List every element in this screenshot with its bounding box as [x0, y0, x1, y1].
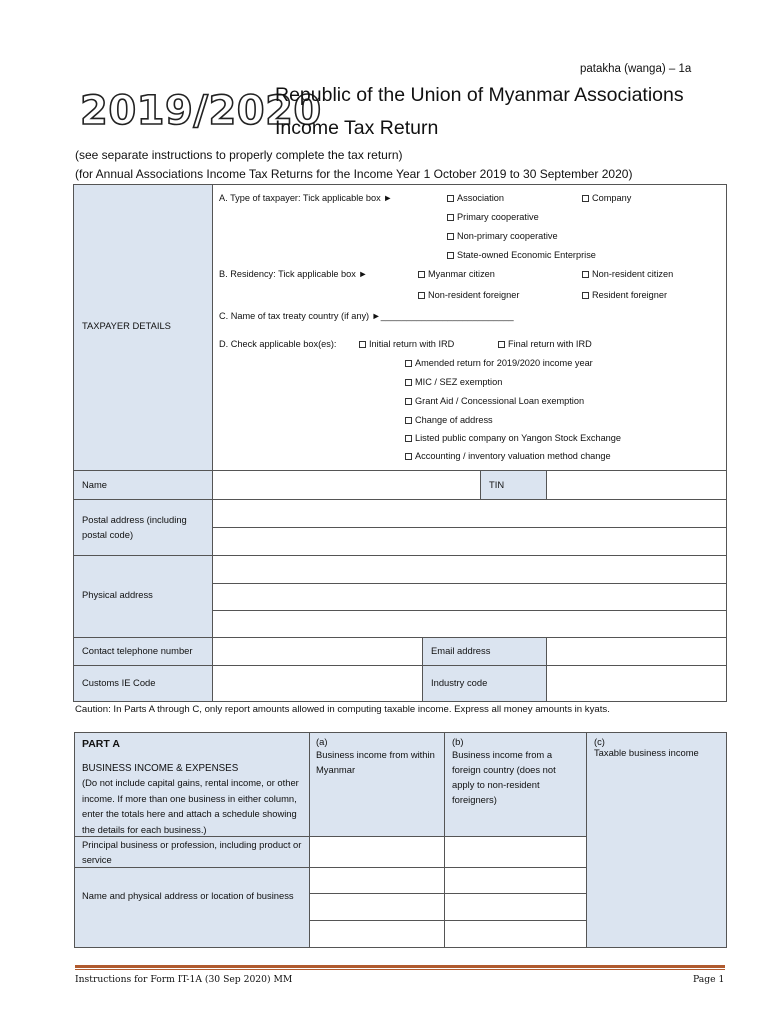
- checkbox-icon: [447, 214, 454, 221]
- checkbox-icon: [405, 435, 412, 442]
- business-address-col-b-line-2[interactable]: [444, 893, 587, 921]
- physical-address-line-3[interactable]: [212, 610, 727, 638]
- option-label: Non-primary cooperative: [457, 231, 558, 241]
- option-label: Non-resident foreigner: [428, 290, 520, 300]
- option-label: Accounting / inventory valuation method change: [415, 451, 611, 461]
- checkbox-icon: [405, 417, 412, 424]
- checkbox-icon: [418, 292, 425, 299]
- part-a-title: PART A: [82, 738, 120, 750]
- option-label: Primary cooperative: [457, 212, 539, 222]
- option-label: Association: [457, 193, 504, 203]
- checkbox-state-owned-enterprise[interactable]: [447, 250, 596, 260]
- postal-address-line-1[interactable]: [212, 499, 727, 528]
- checkbox-icon: [447, 195, 454, 202]
- tax-treaty-country-label[interactable]: C. Name of tax treaty country (if any) ►__________________________: [219, 311, 514, 321]
- option-label: Final return with IRD: [508, 339, 592, 349]
- email-field[interactable]: [546, 637, 727, 666]
- footer-rule: [75, 965, 725, 968]
- checkbox-non-primary-cooperative[interactable]: [447, 231, 558, 241]
- option-label: Change of address: [415, 415, 493, 425]
- instructions-note: (see separate instructions to properly complete the tax return): [75, 148, 403, 162]
- checkbox-myanmar-citizen[interactable]: [418, 269, 495, 279]
- checkbox-non-resident-foreigner[interactable]: [418, 290, 519, 300]
- business-address-label: Name and physical address or location of business: [82, 890, 294, 901]
- option-label: Resident foreigner: [592, 290, 668, 300]
- industry-label: Industry code: [431, 677, 488, 688]
- checkbox-mic-sez-exemption[interactable]: [405, 377, 502, 387]
- checkbox-icon: [405, 379, 412, 386]
- option-label: Initial return with IRD: [369, 339, 455, 349]
- option-label: Amended return for 2019/2020 income year: [415, 358, 593, 368]
- business-address-col-a-line-3[interactable]: [309, 920, 445, 948]
- option-label: MIC / SEZ exemption: [415, 377, 503, 387]
- checkbox-icon: [582, 271, 589, 278]
- postal-address-label: Postal address (including postal code): [82, 514, 187, 540]
- option-label: Myanmar citizen: [428, 269, 495, 279]
- form-title-line2: Income Tax Return: [275, 117, 439, 139]
- business-address-col-a-line-2[interactable]: [309, 893, 445, 921]
- customs-field[interactable]: [212, 665, 423, 702]
- checkbox-icon: [418, 271, 425, 278]
- option-label: Non-resident citizen: [592, 269, 674, 279]
- option-label: Listed public company on Yangon Stock Exchange: [415, 433, 622, 443]
- checkbox-resident-foreigner[interactable]: [582, 290, 667, 300]
- year-heading: 2019/2020: [80, 88, 322, 134]
- checkbox-listed-public-company[interactable]: [405, 433, 621, 443]
- checkbox-accounting-method-change[interactable]: [405, 451, 611, 461]
- checkbox-icon: [405, 360, 412, 367]
- column-c-header: [586, 732, 727, 948]
- checkbox-icon: [405, 453, 412, 460]
- checkbox-icon: [582, 195, 589, 202]
- checkbox-change-of-address[interactable]: [405, 415, 493, 425]
- business-address-col-b-line-3[interactable]: [444, 920, 587, 948]
- customs-label: Customs IE Code: [82, 677, 156, 688]
- column-b-letter: (b): [452, 736, 464, 747]
- tin-label: TIN: [489, 479, 505, 490]
- option-label: Grant Aid / Concessional Loan exemption: [415, 396, 585, 406]
- checkbox-icon: [359, 341, 366, 348]
- tin-field[interactable]: [546, 470, 727, 500]
- option-label: State-owned Economic Enterprise: [457, 250, 596, 260]
- checkbox-amended-return[interactable]: [405, 358, 593, 368]
- option-label: Company: [592, 193, 632, 203]
- footer-rule-thin: [75, 969, 725, 970]
- checkbox-final-return[interactable]: [498, 339, 592, 349]
- physical-address-label: Physical address: [82, 589, 153, 600]
- type-of-taxpayer-label: A. Type of taxpayer: Tick applicable box ►: [219, 193, 393, 203]
- residency-label: B. Residency: Tick applicable box ►: [219, 269, 368, 279]
- column-c-letter: (c): [594, 736, 605, 747]
- principal-business-col-b[interactable]: [444, 836, 587, 868]
- checkbox-grant-aid-exemption[interactable]: [405, 396, 584, 406]
- principal-business-label: Principal business or profession, including product or service: [82, 839, 302, 865]
- part-a-heading: BUSINESS INCOME & EXPENSES: [82, 763, 239, 774]
- name-field[interactable]: [212, 470, 481, 500]
- footer-form-reference: Instructions for Form IT-1A (30 Sep 2020) MM: [75, 974, 293, 985]
- column-b-title: Business income from a foreign country (does not apply to non-resident foreigners): [452, 749, 556, 805]
- form-id: patakha (wanga) – 1a: [580, 63, 692, 75]
- taxpayer-details-options-cell: [212, 184, 727, 471]
- checkbox-association[interactable]: [447, 193, 504, 203]
- taxpayer-details-label: TAXPAYER DETAILS: [82, 320, 171, 331]
- check-applicable-label: D. Check applicable box(es):: [219, 339, 337, 349]
- checkbox-non-resident-citizen[interactable]: [582, 269, 673, 279]
- phone-field[interactable]: [212, 637, 423, 666]
- physical-address-line-2[interactable]: [212, 583, 727, 611]
- name-label: Name: [82, 479, 108, 490]
- industry-field[interactable]: [546, 665, 727, 702]
- checkbox-initial-return[interactable]: [359, 339, 454, 349]
- checkbox-primary-cooperative[interactable]: [447, 212, 539, 222]
- postal-address-line-2[interactable]: [212, 527, 727, 556]
- caution-note: Caution: In Parts A through C, only report amounts allowed in computing taxable income. Express all money amounts in kyats.: [75, 704, 610, 715]
- column-c-title: Taxable business income: [594, 747, 699, 758]
- business-address-col-b-line-1[interactable]: [444, 867, 587, 894]
- column-a-title: Business income from within Myanmar: [316, 749, 435, 775]
- page-number: Page 1: [693, 974, 725, 985]
- checkbox-icon: [498, 341, 505, 348]
- checkbox-icon: [582, 292, 589, 299]
- column-a-letter: (a): [316, 736, 328, 747]
- checkbox-icon: [447, 252, 454, 259]
- checkbox-icon: [405, 398, 412, 405]
- business-address-col-a-line-1[interactable]: [309, 867, 445, 894]
- phone-label: Contact telephone number: [82, 645, 193, 656]
- business-address-label-cell: [74, 867, 310, 948]
- checkbox-company[interactable]: [582, 193, 631, 203]
- principal-business-col-a[interactable]: [309, 836, 445, 868]
- form-title: Republic of the Union of Myanmar Associations: [275, 84, 684, 106]
- part-a-note: (Do not include capital gains, rental income, or other income. If more than one business in either column, enter the totals here and attach a schedule showing the details for each business.): [82, 777, 299, 835]
- income-year-note: (for Annual Associations Income Tax Returns for the Income Year 1 October 2019 to 30 September 2020): [75, 167, 633, 181]
- physical-address-line-1[interactable]: [212, 555, 727, 584]
- checkbox-icon: [447, 233, 454, 240]
- email-label: Email address: [431, 645, 491, 656]
